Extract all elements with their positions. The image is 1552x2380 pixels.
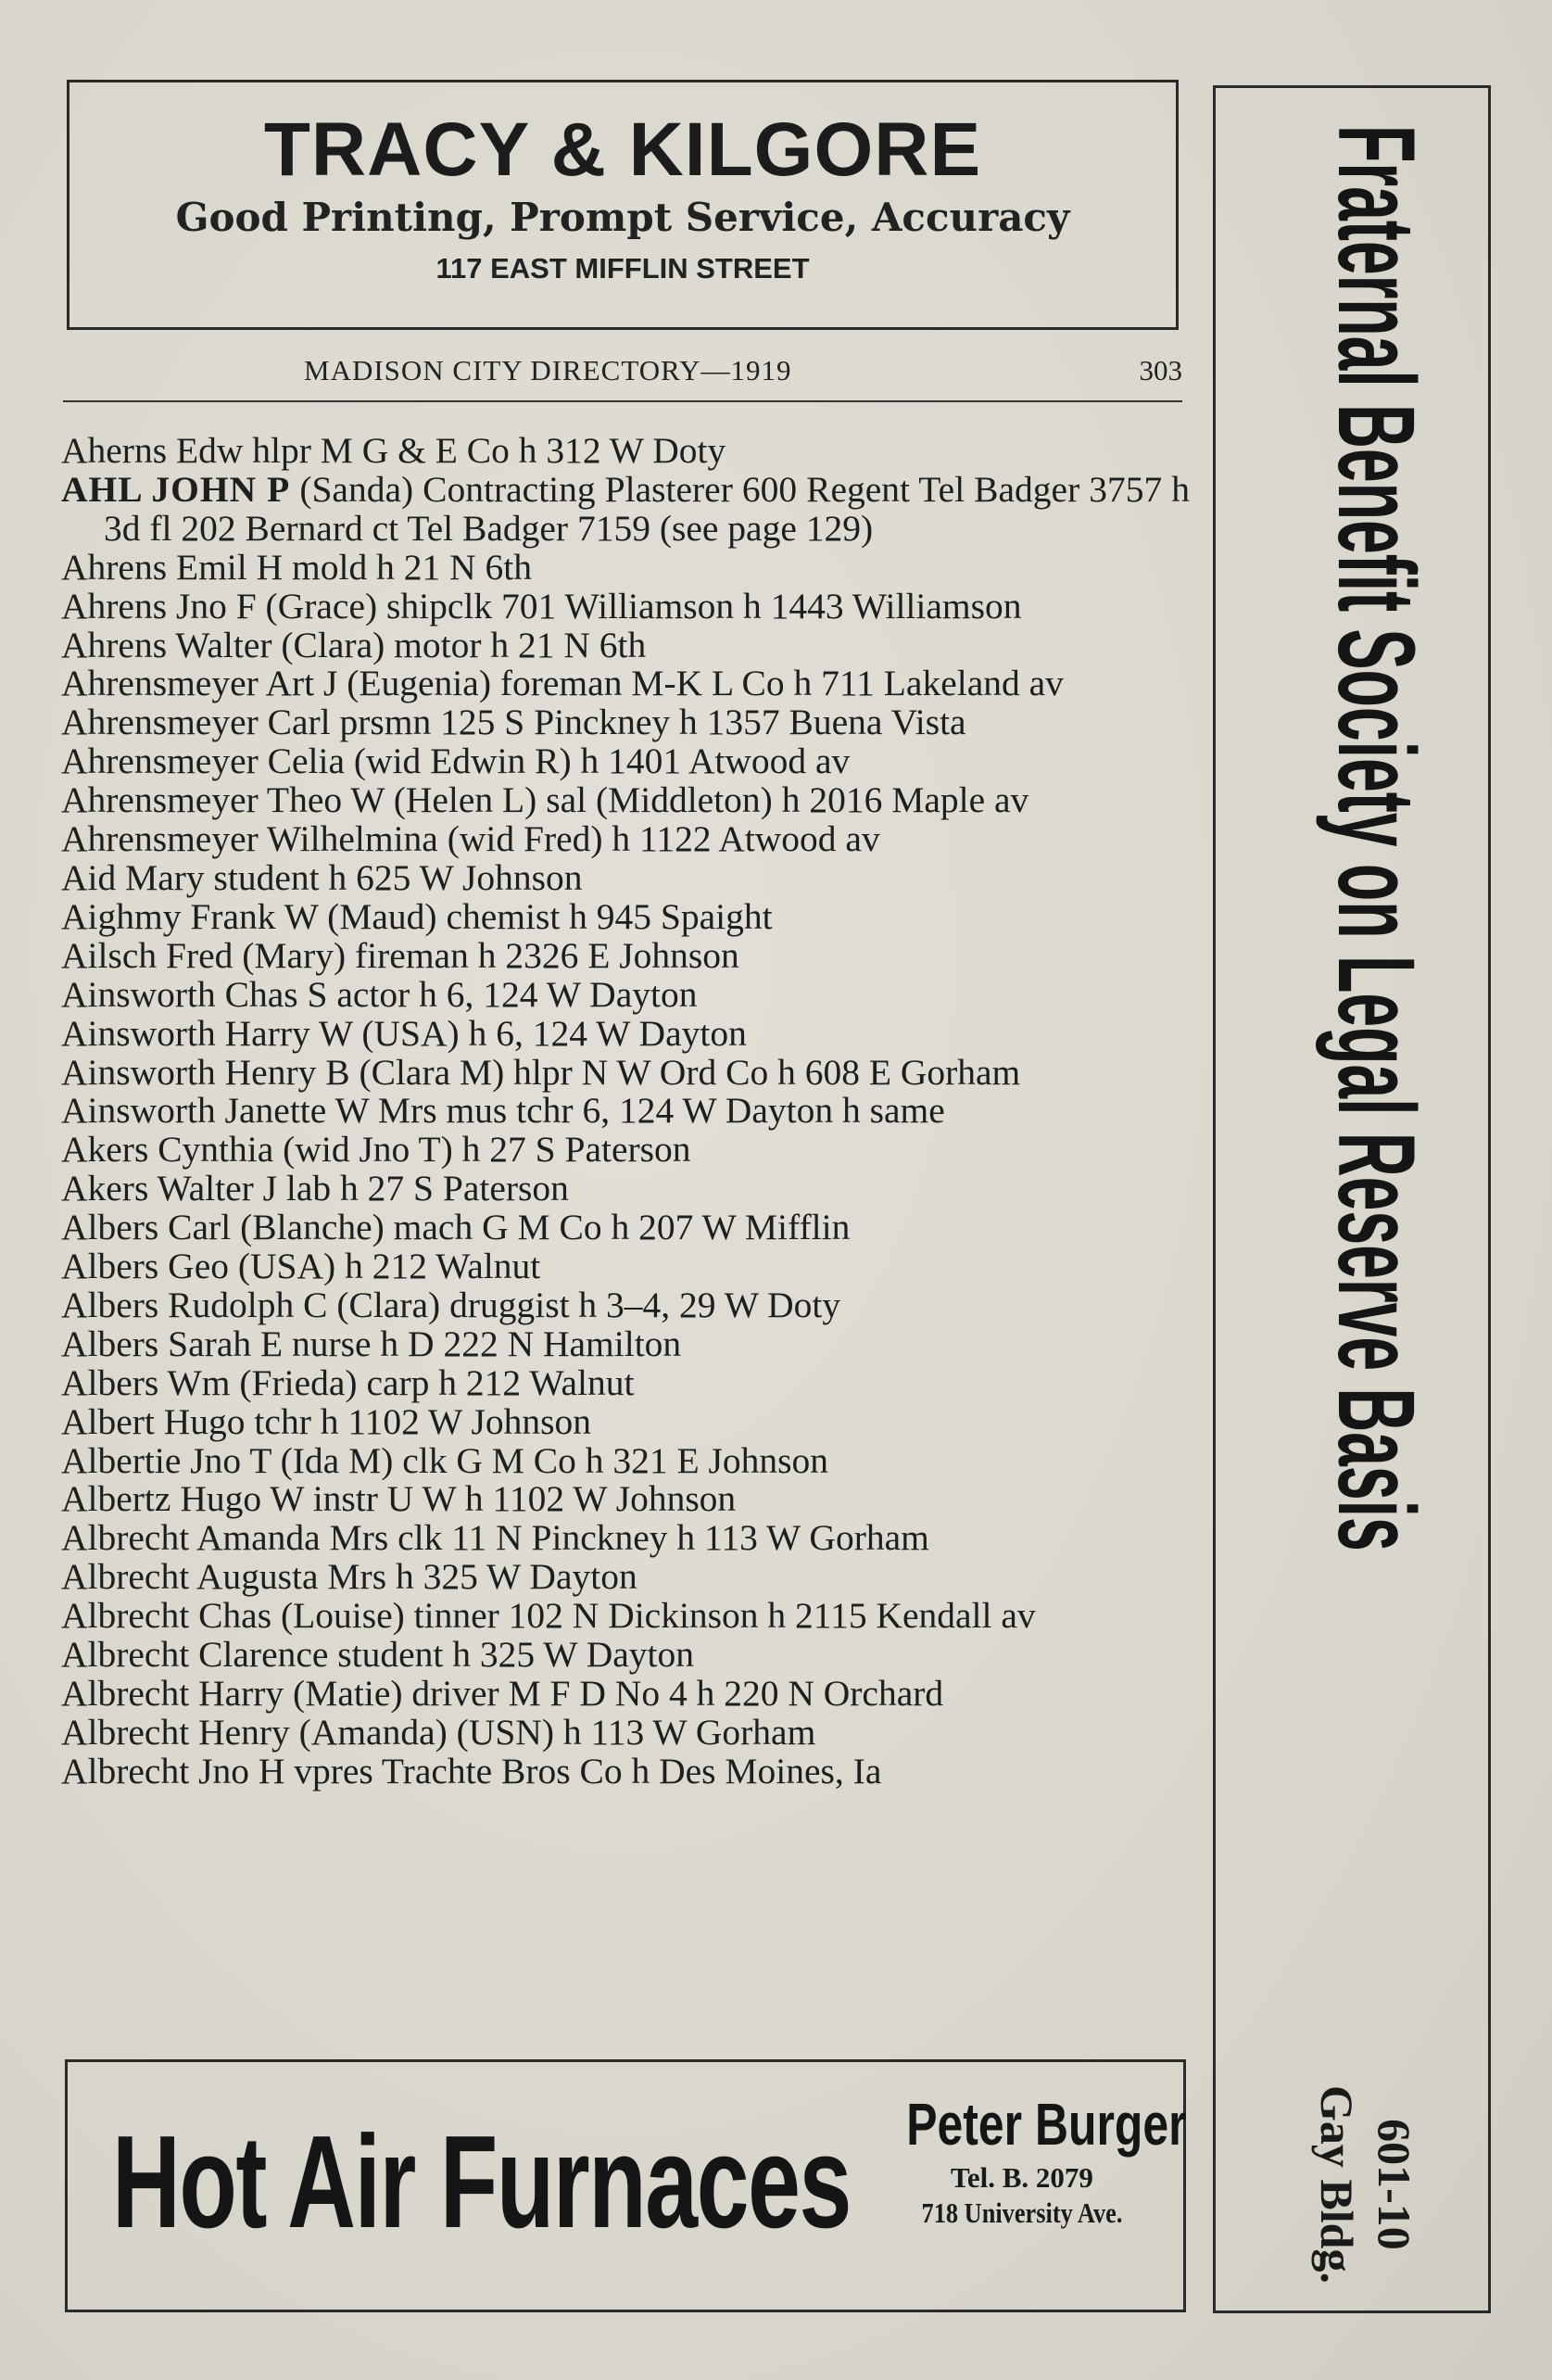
list-item: Albrecht Augusta Mrs h 325 W Dayton xyxy=(61,1556,637,1598)
list-item: Ainsworth Harry W (USA) h 6, 124 W Dayton xyxy=(61,1012,747,1054)
list-item: Ailsch Fred (Mary) fireman h 2326 E Johnson xyxy=(61,934,739,976)
side-ad-text: Fraternal Benefit Society on Legal Reserve Basis xyxy=(1315,125,1437,1551)
furnace-advertisement xyxy=(65,2059,1186,2312)
list-item xyxy=(61,468,1190,549)
ad-headline: Hot Air Furnaces xyxy=(112,2108,851,2256)
list-item: Ahrens Emil H mold h 21 N 6th xyxy=(61,546,532,588)
list-item: Ahrensmeyer Celia (wid Edwin R) h 1401 Atwood av xyxy=(61,741,851,782)
list-item: Albrecht Henry (Amanda) (USN) h 113 W Gorham xyxy=(61,1711,816,1753)
list-item: Ahrens Walter (Clara) motor h 21 N 6th xyxy=(61,624,647,665)
directory-title: MADISON CITY DIRECTORY—1919 xyxy=(304,354,792,386)
side-ad-office xyxy=(1308,2085,1423,2284)
list-item: Albrecht Chas (Louise) tinner 102 N Dickinson h 2115 Kendall av xyxy=(61,1595,1036,1637)
list-item: Albrecht Clarence student h 325 W Dayton xyxy=(61,1634,695,1676)
list-item: Ahrens Jno F (Grace) shipclk 701 Williamson h 1443 Williamson xyxy=(61,585,1022,627)
list-item: Ahrensmeyer Wilhelmina (wid Fred) h 1122 Atwood av xyxy=(61,818,880,860)
ad-street-address: 718 University Ave. xyxy=(921,2196,1123,2229)
ad-contact xyxy=(874,2088,1187,2231)
running-header xyxy=(63,350,1182,397)
list-item: Akers Cynthia (wid Jno T) h 27 S Paterson xyxy=(61,1129,691,1171)
list-item: Ainsworth Janette W Mrs mus tchr 6, 124 W Dayton h same xyxy=(61,1090,945,1132)
entry-text: (Sanda) Contracting Plasterer 600 Regent Tel Badger 3757 h 3d fl 202 Bernard ct Tel Badger 7159 (see page 129) xyxy=(104,468,1190,549)
list-item: Ahrensmeyer Art J (Eugenia) foreman M-K L Co h 711 Lakeland av xyxy=(61,663,1064,704)
fraternal-society-advertisement xyxy=(1213,85,1491,2313)
list-item: Ainsworth Henry B (Clara M) hlpr N W Ord Co h 608 E Gorham xyxy=(61,1051,1021,1093)
page-number: 303 xyxy=(1139,354,1182,386)
list-item: Albrecht Jno H vpres Trachte Bros Co h Des Moines, Ia xyxy=(61,1750,882,1791)
list-item: Ainsworth Chas S actor h 6, 124 W Dayton xyxy=(61,973,698,1015)
list-item: Albers Geo (USA) h 212 Walnut xyxy=(61,1246,541,1287)
directory-listing xyxy=(61,432,1190,1791)
list-item: Albert Hugo tchr h 1102 W Johnson xyxy=(61,1400,591,1442)
ad-business-name: Peter Burger xyxy=(906,2091,1187,2158)
list-item: Albers Rudolph C (Clara) druggist h 3–4, 29 W Doty xyxy=(61,1284,841,1325)
list-item: Ahrensmeyer Theo W (Helen L) sal (Middleton) h 2016 Maple av xyxy=(61,779,1029,821)
ad-telephone: Tel. B. 2079 xyxy=(951,2161,1093,2194)
list-item: Albrecht Amanda Mrs clk 11 N Pinckney h 113 W Gorham xyxy=(61,1517,929,1559)
list-item: Ahrensmeyer Carl prsmn 125 S Pinckney h 1357 Buena Vista xyxy=(61,702,966,743)
office-building: Gay Bldg. xyxy=(1311,2085,1363,2284)
list-item: Akers Walter J lab h 27 S Paterson xyxy=(61,1168,569,1209)
printer-advertisement xyxy=(67,80,1179,330)
list-item: Aid Mary student h 625 W Johnson xyxy=(61,856,583,898)
list-item: Albers Wm (Frieda) carp h 212 Walnut xyxy=(61,1361,635,1403)
bold-name: AHL JOHN P xyxy=(61,468,291,510)
ad-slogan: Good Printing, Prompt Service, Accuracy xyxy=(175,195,1070,240)
list-item: Albrecht Harry (Matie) driver M F D No 4 h 220 N Orchard xyxy=(61,1673,944,1714)
list-item: Albertz Hugo W instr U W h 1102 W Johnson xyxy=(61,1478,737,1520)
ad-address: 117 EAST MIFFLIN STREET xyxy=(435,252,810,285)
ad-title: TRACY & KILGORE xyxy=(263,108,982,192)
office-number: 601-10 xyxy=(1369,2119,1420,2250)
header-rule xyxy=(63,400,1182,402)
list-item: Albers Carl (Blanche) mach G M Co h 207 W Mifflin xyxy=(61,1207,851,1248)
list-item: Aherns Edw hlpr M G & E Co h 312 W Doty xyxy=(61,430,726,471)
list-item: Albertie Jno T (Ida M) clk G M Co h 321 E Johnson xyxy=(61,1439,828,1481)
list-item: Albers Sarah E nurse h D 222 N Hamilton xyxy=(61,1323,682,1364)
list-item: Aighmy Frank W (Maud) chemist h 945 Spaight xyxy=(61,895,773,937)
